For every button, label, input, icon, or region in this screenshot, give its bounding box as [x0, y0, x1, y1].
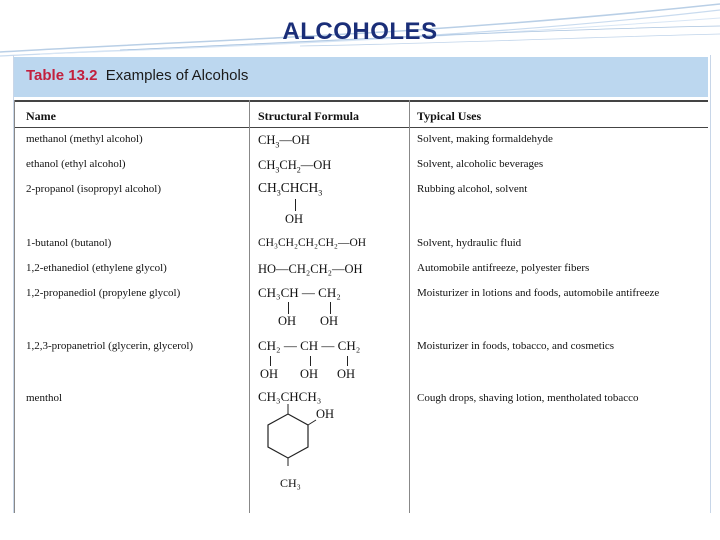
- header-typical-uses: Typical Uses: [417, 109, 482, 123]
- row-uses-methanol: Solvent, making formaldehyde: [417, 133, 553, 145]
- row-name-methanol: methanol (methyl alcohol): [26, 133, 143, 145]
- formula-glycerol-oh1: OH: [260, 367, 279, 381]
- bond-line: [295, 199, 296, 211]
- slide-bottom-margin: [0, 518, 720, 540]
- formula-glycerol: CH₂ — CH — CH₂: [258, 338, 361, 353]
- row-uses-2-propanol: Rubbing alcohol, solvent: [417, 183, 528, 195]
- bond-line: [310, 356, 311, 366]
- column-divider: [249, 100, 250, 513]
- column-divider: [409, 100, 410, 513]
- formula-isopropanol-oh: OH: [285, 212, 304, 226]
- table-top-rule: [14, 100, 708, 102]
- row-name-ethanol: ethanol (ethyl alcohol): [26, 158, 126, 170]
- formula-menthol-bottom: CH₃: [280, 476, 301, 490]
- header-name: Name: [26, 109, 56, 123]
- formula-isopropanol: $CH_3CHCH_3$: [258, 180, 323, 198]
- row-name-menthol: menthol: [26, 392, 63, 404]
- table-header-rule: [14, 127, 708, 128]
- formula-butanol: CH₃CH₂CH₂CH₂—OH: [258, 237, 367, 249]
- row-name-2-propanol: 2-propanol (isopropyl alcohol): [26, 183, 162, 195]
- alcohols-table: [14, 100, 708, 513]
- row-uses-propanetriol: Moisturizer in foods, tobacco, and cosmetics: [417, 340, 615, 352]
- formula-propylene-glycol-oh1: OH: [278, 314, 297, 328]
- formula-glycerol-oh2: OH: [300, 367, 319, 381]
- formula-propylene-glycol-oh2: OH: [320, 314, 339, 328]
- formula-menthol-top: CH₃CHCH₃: [258, 389, 322, 404]
- formula-propylene-glycol: CH₃CH — CH₂: [258, 285, 341, 300]
- row-uses-1-butanol: Solvent, hydraulic fluid: [417, 237, 522, 249]
- row-name-1-butanol: 1-butanol (butanol): [26, 237, 112, 249]
- cyclohexane-ring-icon: [264, 404, 334, 474]
- bond-line: [347, 356, 348, 366]
- formula-methanol: $CH_3—OH$: [258, 133, 310, 150]
- bond-line: [288, 302, 289, 314]
- formula-ethylene-glycol: HO—CH₂CH₂—OH: [258, 262, 363, 276]
- row-uses-ethanol: Solvent, alcoholic beverages: [417, 158, 544, 170]
- bond-line: [270, 356, 271, 366]
- bond-line: [330, 302, 331, 314]
- table-caption-text: Examples of Alcohols: [105, 67, 249, 84]
- table-caption: [26, 67, 248, 84]
- row-name-ethanediol: 1,2-ethanediol (ethylene glycol): [26, 262, 167, 274]
- header-structural-formula: Structural Formula: [258, 109, 359, 123]
- row-uses-propanediol: Moisturizer in lotions and foods, automobile antifreeze: [417, 287, 660, 299]
- row-name-propanediol: 1,2-propanediol (propylene glycol): [26, 287, 181, 299]
- formula-glycerol-oh3: OH: [337, 367, 356, 381]
- row-name-propanetriol: 1,2,3-propanetriol (glycerin, glycerol): [26, 340, 194, 352]
- column-divider: [14, 100, 15, 513]
- row-uses-menthol: Cough drops, shaving lotion, mentholated tobacco: [417, 392, 639, 404]
- formula-menthol-oh: OH: [316, 407, 335, 421]
- slide-title: ALCOHOLES: [282, 18, 438, 45]
- formula-ethanol: $CH_3CH_2—OH$: [258, 158, 332, 175]
- table-number: Table 13.2: [26, 67, 98, 84]
- row-uses-ethanediol: Automobile antifreeze, polyester fibers: [417, 262, 590, 274]
